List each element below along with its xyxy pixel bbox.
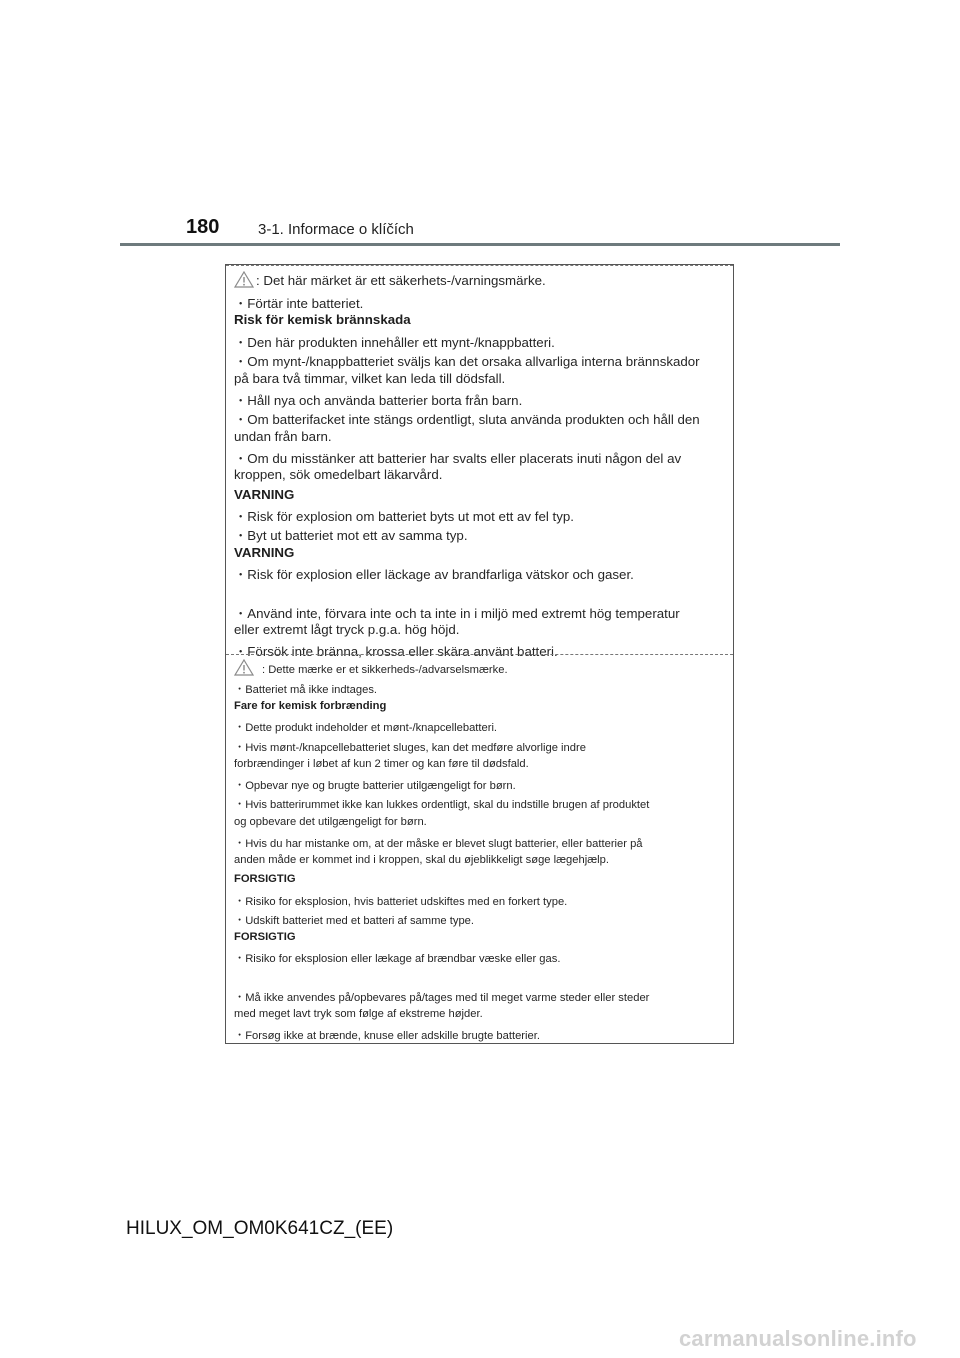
warning-line: ・Batteriet må ikke indtages. xyxy=(234,684,378,696)
danish-warning-panel xyxy=(226,657,733,1043)
warning-line: ・Hvis batterirummet ikke kan lukkes ordentligt, skal du indstille brugen af produktet xyxy=(234,799,650,811)
warning-line: ・Opbevar nye og brugte batterier utilgængeligt for børn. xyxy=(234,780,516,792)
warning-line-0 xyxy=(234,659,508,676)
warning-line: ・Använd inte, förvara inte och ta inte in i miljö med extremt hög temperatur xyxy=(234,606,680,621)
warning-line: ・Om batterifacket inte stängs ordentligt, sluta använda produkten och håll den xyxy=(234,412,700,427)
watermark: carmanualsonline.info xyxy=(679,1326,917,1351)
document-id: HILUX_OM_OM0K641CZ_(EE) xyxy=(126,1218,394,1239)
swedish-warning-panel xyxy=(226,269,733,659)
warning-line: ・Om du misstänker att batterier har svalts eller placerats inuti någon del av xyxy=(234,451,682,466)
warning-line: ・Risiko for eksplosion, hvis batteriet udskiftes med en forkert type. xyxy=(234,896,568,908)
warning-triangle-icon xyxy=(234,659,254,676)
warning-heading: Fare for kemisk forbrænding xyxy=(234,700,387,712)
warning-triangle-icon xyxy=(234,271,254,288)
page-number: 180 xyxy=(186,216,220,238)
warning-line: ・Forsøg ikke at brænde, knuse eller adskille brugte batterier. xyxy=(234,1030,540,1042)
warning-line: ・Håll nya och använda batterier borta från barn. xyxy=(234,393,523,408)
warning-heading: Risk för kemisk brännskada xyxy=(234,312,411,327)
panel-divider xyxy=(226,654,733,655)
warning-line-text: : Dette mærke er et sikkerheds-/advarselsmærke. xyxy=(262,664,508,676)
section-title: 3-1. Informace o klíčích xyxy=(258,221,414,238)
warning-heading: VARNING xyxy=(234,545,295,560)
warning-line-0 xyxy=(234,271,546,288)
warning-line: kroppen, sök omedelbart läkarvård. xyxy=(234,467,443,482)
box-top-dashed-border xyxy=(226,265,733,266)
warning-line: undan från barn. xyxy=(234,429,332,444)
warning-label-box xyxy=(225,264,734,1044)
warning-line: ・Må ikke anvendes på/opbevares på/tages med til meget varme steder eller steder xyxy=(234,992,650,1004)
warning-line: eller extremt lågt tryck p.g.a. hög höjd. xyxy=(234,622,460,637)
header-rule xyxy=(120,243,840,246)
warning-line: ・Byt ut batteriet mot ett av samma typ. xyxy=(234,528,468,543)
warning-line: ・Om mynt-/knappbatteriet sväljs kan det orsaka allvarliga interna brännskador xyxy=(234,354,700,369)
warning-line: ・Hvis mønt-/knapcellebatteriet sluges, kan det medføre alvorlige indre xyxy=(234,742,586,754)
warning-line: ・Försök inte bränna, krossa eller skära använt batteri. xyxy=(234,644,558,659)
warning-line: ・Risk för explosion om batteriet byts ut mot ett av fel typ. xyxy=(234,509,574,524)
warning-line: med meget lavt tryk som følge af ekstreme højder. xyxy=(234,1008,483,1020)
warning-line: forbrændinger i løbet af kun 2 timer og kan føre til dødsfald. xyxy=(234,758,529,770)
warning-line: ・Hvis du har mistanke om, at der måske er blevet slugt batterier, eller batterier på xyxy=(234,838,643,850)
warning-heading: VARNING xyxy=(234,487,295,502)
warning-line: ・Udskift batteriet med et batteri af samme type. xyxy=(234,915,475,927)
warning-heading: FORSIGTIG xyxy=(234,873,296,885)
warning-line-text: : Det här märket är ett säkerhets-/varningsmärke. xyxy=(256,273,546,288)
warning-line: ・Risk för explosion eller läckage av brandfarliga vätskor och gaser. xyxy=(234,567,634,582)
warning-line: ・Dette produkt indeholder et mønt-/knapcellebatteri. xyxy=(234,722,498,734)
warning-line: anden måde er kommet ind i kroppen, skal du øjeblikkeligt søge lægehjælp. xyxy=(234,854,609,866)
warning-heading: FORSIGTIG xyxy=(234,931,296,943)
warning-line: ・Förtär inte batteriet. xyxy=(234,296,364,311)
warning-line: ・Risiko for eksplosion eller lækage af brændbar væske eller gas. xyxy=(234,953,561,965)
warning-line: på bara två timmar, vilket kan leda till dödsfall. xyxy=(234,371,506,386)
warning-line: og opbevare det utilgængeligt for børn. xyxy=(234,816,427,828)
warning-line: ・Den här produkten innehåller ett mynt-/knappbatteri. xyxy=(234,335,555,350)
